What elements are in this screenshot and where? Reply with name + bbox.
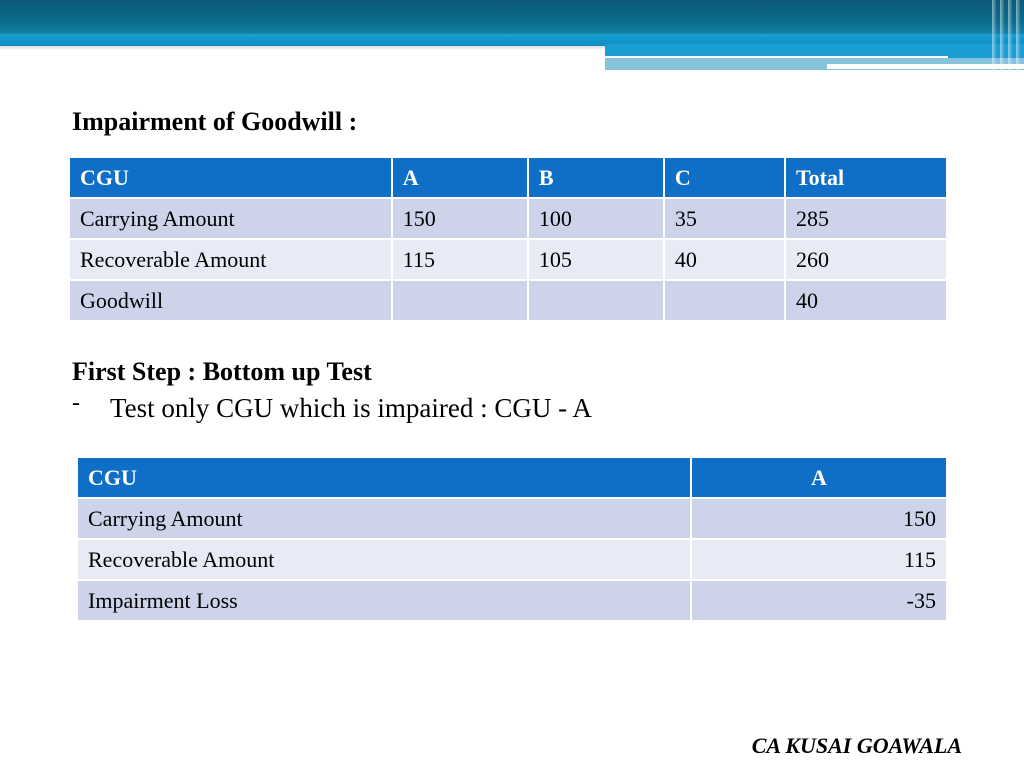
goodwill-table (68, 156, 948, 322)
bullet-marker: - (72, 390, 80, 416)
row-label: Carrying Amount (77, 498, 691, 539)
table-cell: 100 (528, 198, 664, 239)
table-header-row (69, 157, 947, 198)
row-label: Goodwill (69, 280, 392, 321)
table-cell: 260 (785, 239, 947, 280)
table-cell: 105 (528, 239, 664, 280)
cgu-a-table (76, 456, 948, 622)
header-bar (1000, 0, 1004, 70)
header-band-dark (0, 0, 1024, 34)
table-row (77, 539, 947, 580)
table-row (77, 498, 947, 539)
header-cell: B (528, 157, 664, 198)
table-cell: 40 (785, 280, 947, 321)
table-row (69, 280, 947, 321)
table-cell: 115 (392, 239, 528, 280)
table-cell: 35 (664, 198, 785, 239)
header-bar (1016, 0, 1020, 70)
table-row (69, 198, 947, 239)
author-footer: CA KUSAI GOAWALA (751, 733, 962, 758)
header-cell: Total (785, 157, 947, 198)
row-label: Recoverable Amount (69, 239, 392, 280)
bullet-text: Test only CGU which is impaired : CGU - A (110, 393, 592, 423)
row-label: Recoverable Amount (77, 539, 691, 580)
table-row (77, 580, 947, 621)
header-bar (1008, 0, 1012, 70)
header-cell: CGU (77, 457, 691, 498)
table-cell: 285 (785, 198, 947, 239)
section-title-first-step: First Step : Bottom up Test (72, 357, 372, 386)
table-cell (392, 280, 528, 321)
row-label: Impairment Loss (77, 580, 691, 621)
table-cell: 150 (691, 498, 947, 539)
table-cell (528, 280, 664, 321)
header-cell: A (691, 457, 947, 498)
table-cell (664, 280, 785, 321)
bullet-item (72, 390, 592, 424)
table-cell: 115 (691, 539, 947, 580)
section-title-impairment: Impairment of Goodwill : (72, 107, 358, 136)
header-cell: CGU (69, 157, 392, 198)
table-cell: 40 (664, 239, 785, 280)
table-header-row (77, 457, 947, 498)
table-row (69, 239, 947, 280)
header-shadow (0, 46, 605, 50)
table-cell: 150 (392, 198, 528, 239)
row-label: Carrying Amount (69, 198, 392, 239)
header-cell: C (664, 157, 785, 198)
table-cell: -35 (691, 580, 947, 621)
header-cell: A (392, 157, 528, 198)
header-bar (992, 0, 996, 70)
